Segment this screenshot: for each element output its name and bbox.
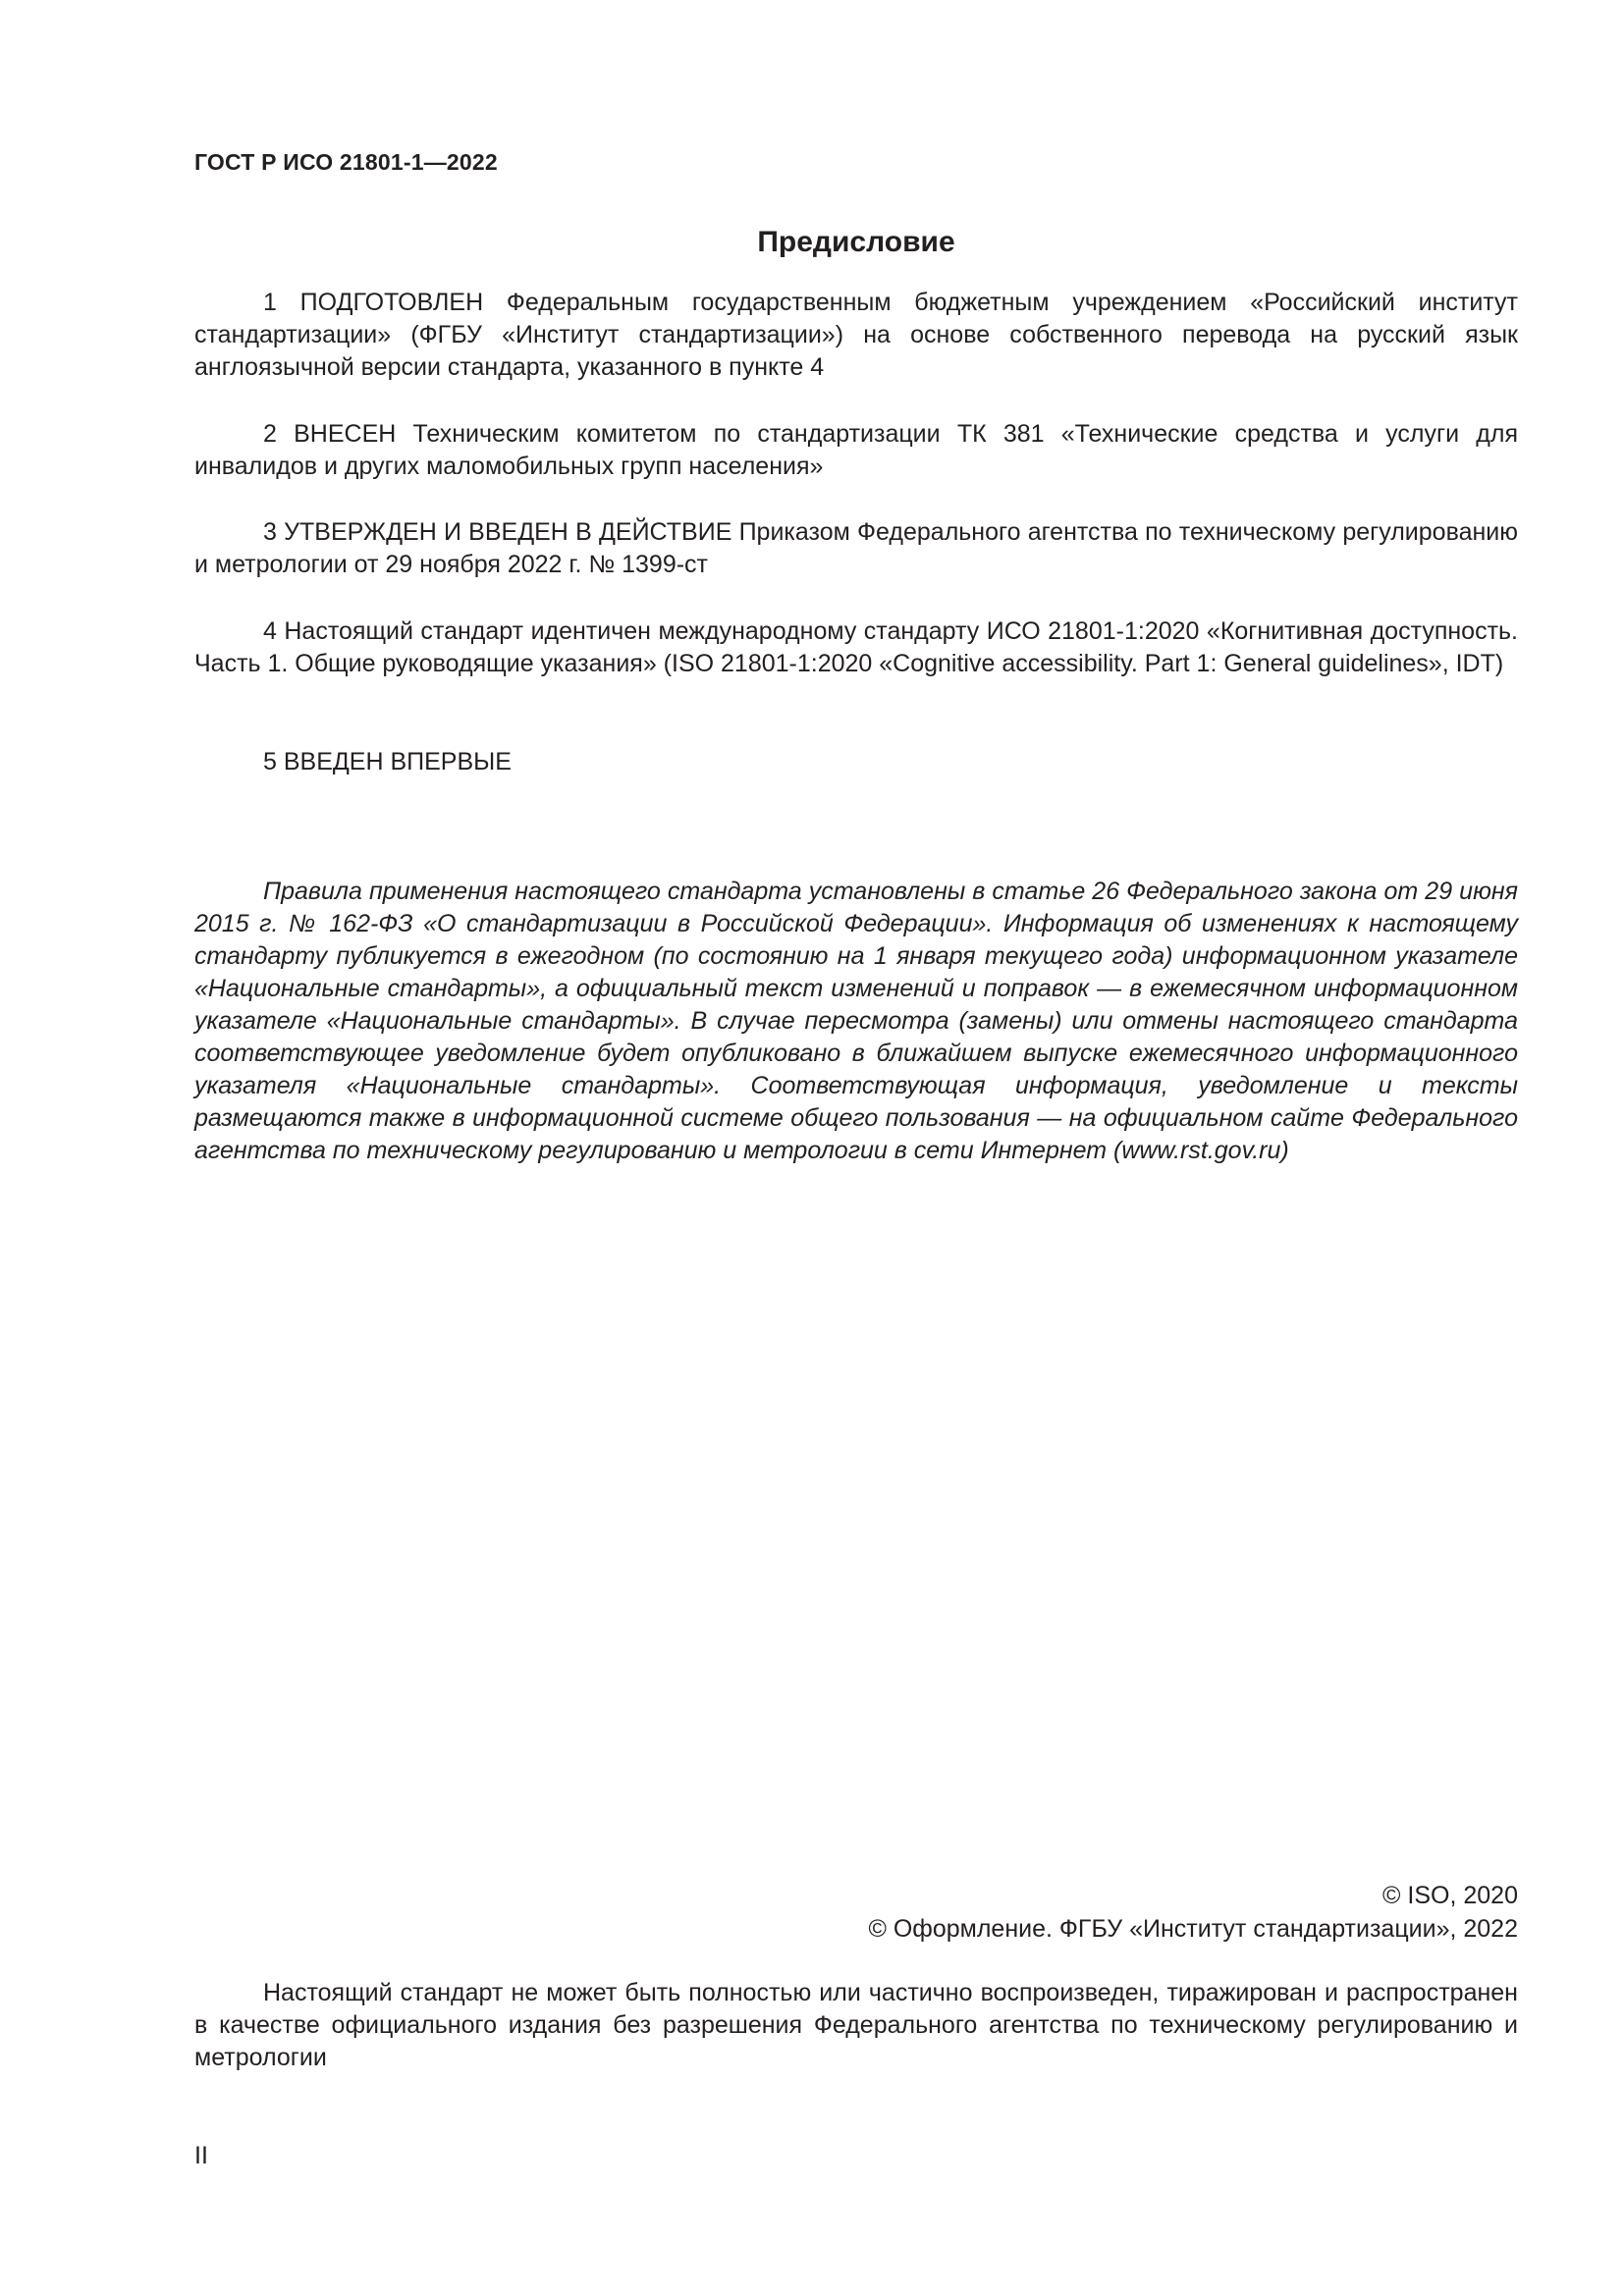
application-rules: Правила применения настоящего стандарта установлены в статье 26 Федерального закона от 29 июня 2015 г. № 162-ФЗ «О стандартизации в Российской Федерации». Информация об изменениях к настоящему стандарту публикуется в ежегодном (по состоянию на 1 января текущего года) информационном указателе «Национальные стандарты», а официальный текст изменений и поправок — в ежемесячном информационном указателе «Национальные стандарты». В случае пересмотра (замены) или отмены настоящего стандарта соответствующее уведомление будет опубликовано в ближайшем выпуске ежемесячного информационного указателя «Национальные стандарты». Соответствующая информация, уведомление и тексты размещаются также в информационной системе общего пользования — на официальном сайте Федерального агентства по техническому регулированию и метрологии в сети Интернет (www.rst.gov.ru) bbox=[194, 878, 1518, 1164]
preface-item-4: 4 Настоящий стандарт идентичен международному стандарту ИСО 21801-1:2020 «Когнитивная доступность. Часть 1. Общие руководящие указания» (ISO 21801-1:2020 «Cognitive accessibility. Part 1: General guidelines», IDT) bbox=[194, 617, 1518, 677]
standard-code: ГОСТ Р ИСО 21801-1—2022 bbox=[194, 149, 498, 175]
page-number: II bbox=[194, 2142, 208, 2169]
preface-item-1: 1 ПОДГОТОВЛЕН Федеральным государственным бюджетным учреждением «Российский институт стандартизации» (ФГБУ «Институт стандартизации») на основе собственного перевода на русский язык англоязычной версии стандарта, указанного в пункте 4 bbox=[194, 289, 1518, 381]
preface-item-2: 2 ВНЕСЕН Техническим комитетом по стандартизации ТК 381 «Технические средства и услуги для инвалидов и других маломобильных групп населения» bbox=[194, 420, 1518, 480]
copyright-design: © Оформление. ФГБУ «Институт стандартизации», 2022 bbox=[868, 1915, 1518, 1943]
preface-item-3: 3 УТВЕРЖДЕН И ВВЕДЕН В ДЕЙСТВИЕ Приказом Федерального агентства по техническому регулированию и метрологии от 29 ноября 2022 г. № 1399-ст bbox=[194, 518, 1518, 578]
copyright-iso: © ISO, 2020 bbox=[1382, 1882, 1518, 1909]
preface-title: Предисловие bbox=[757, 226, 955, 258]
preface-item-5: 5 ВВЕДЕН ВПЕРВЫЕ bbox=[263, 748, 512, 775]
reproduction-notice: Настоящий стандарт не может быть полностью или частично воспроизведен, тиражирован и распространен в качестве официального издания без разрешения Федерального агентства по техническому регулированию и метрологии bbox=[194, 1979, 1518, 2071]
